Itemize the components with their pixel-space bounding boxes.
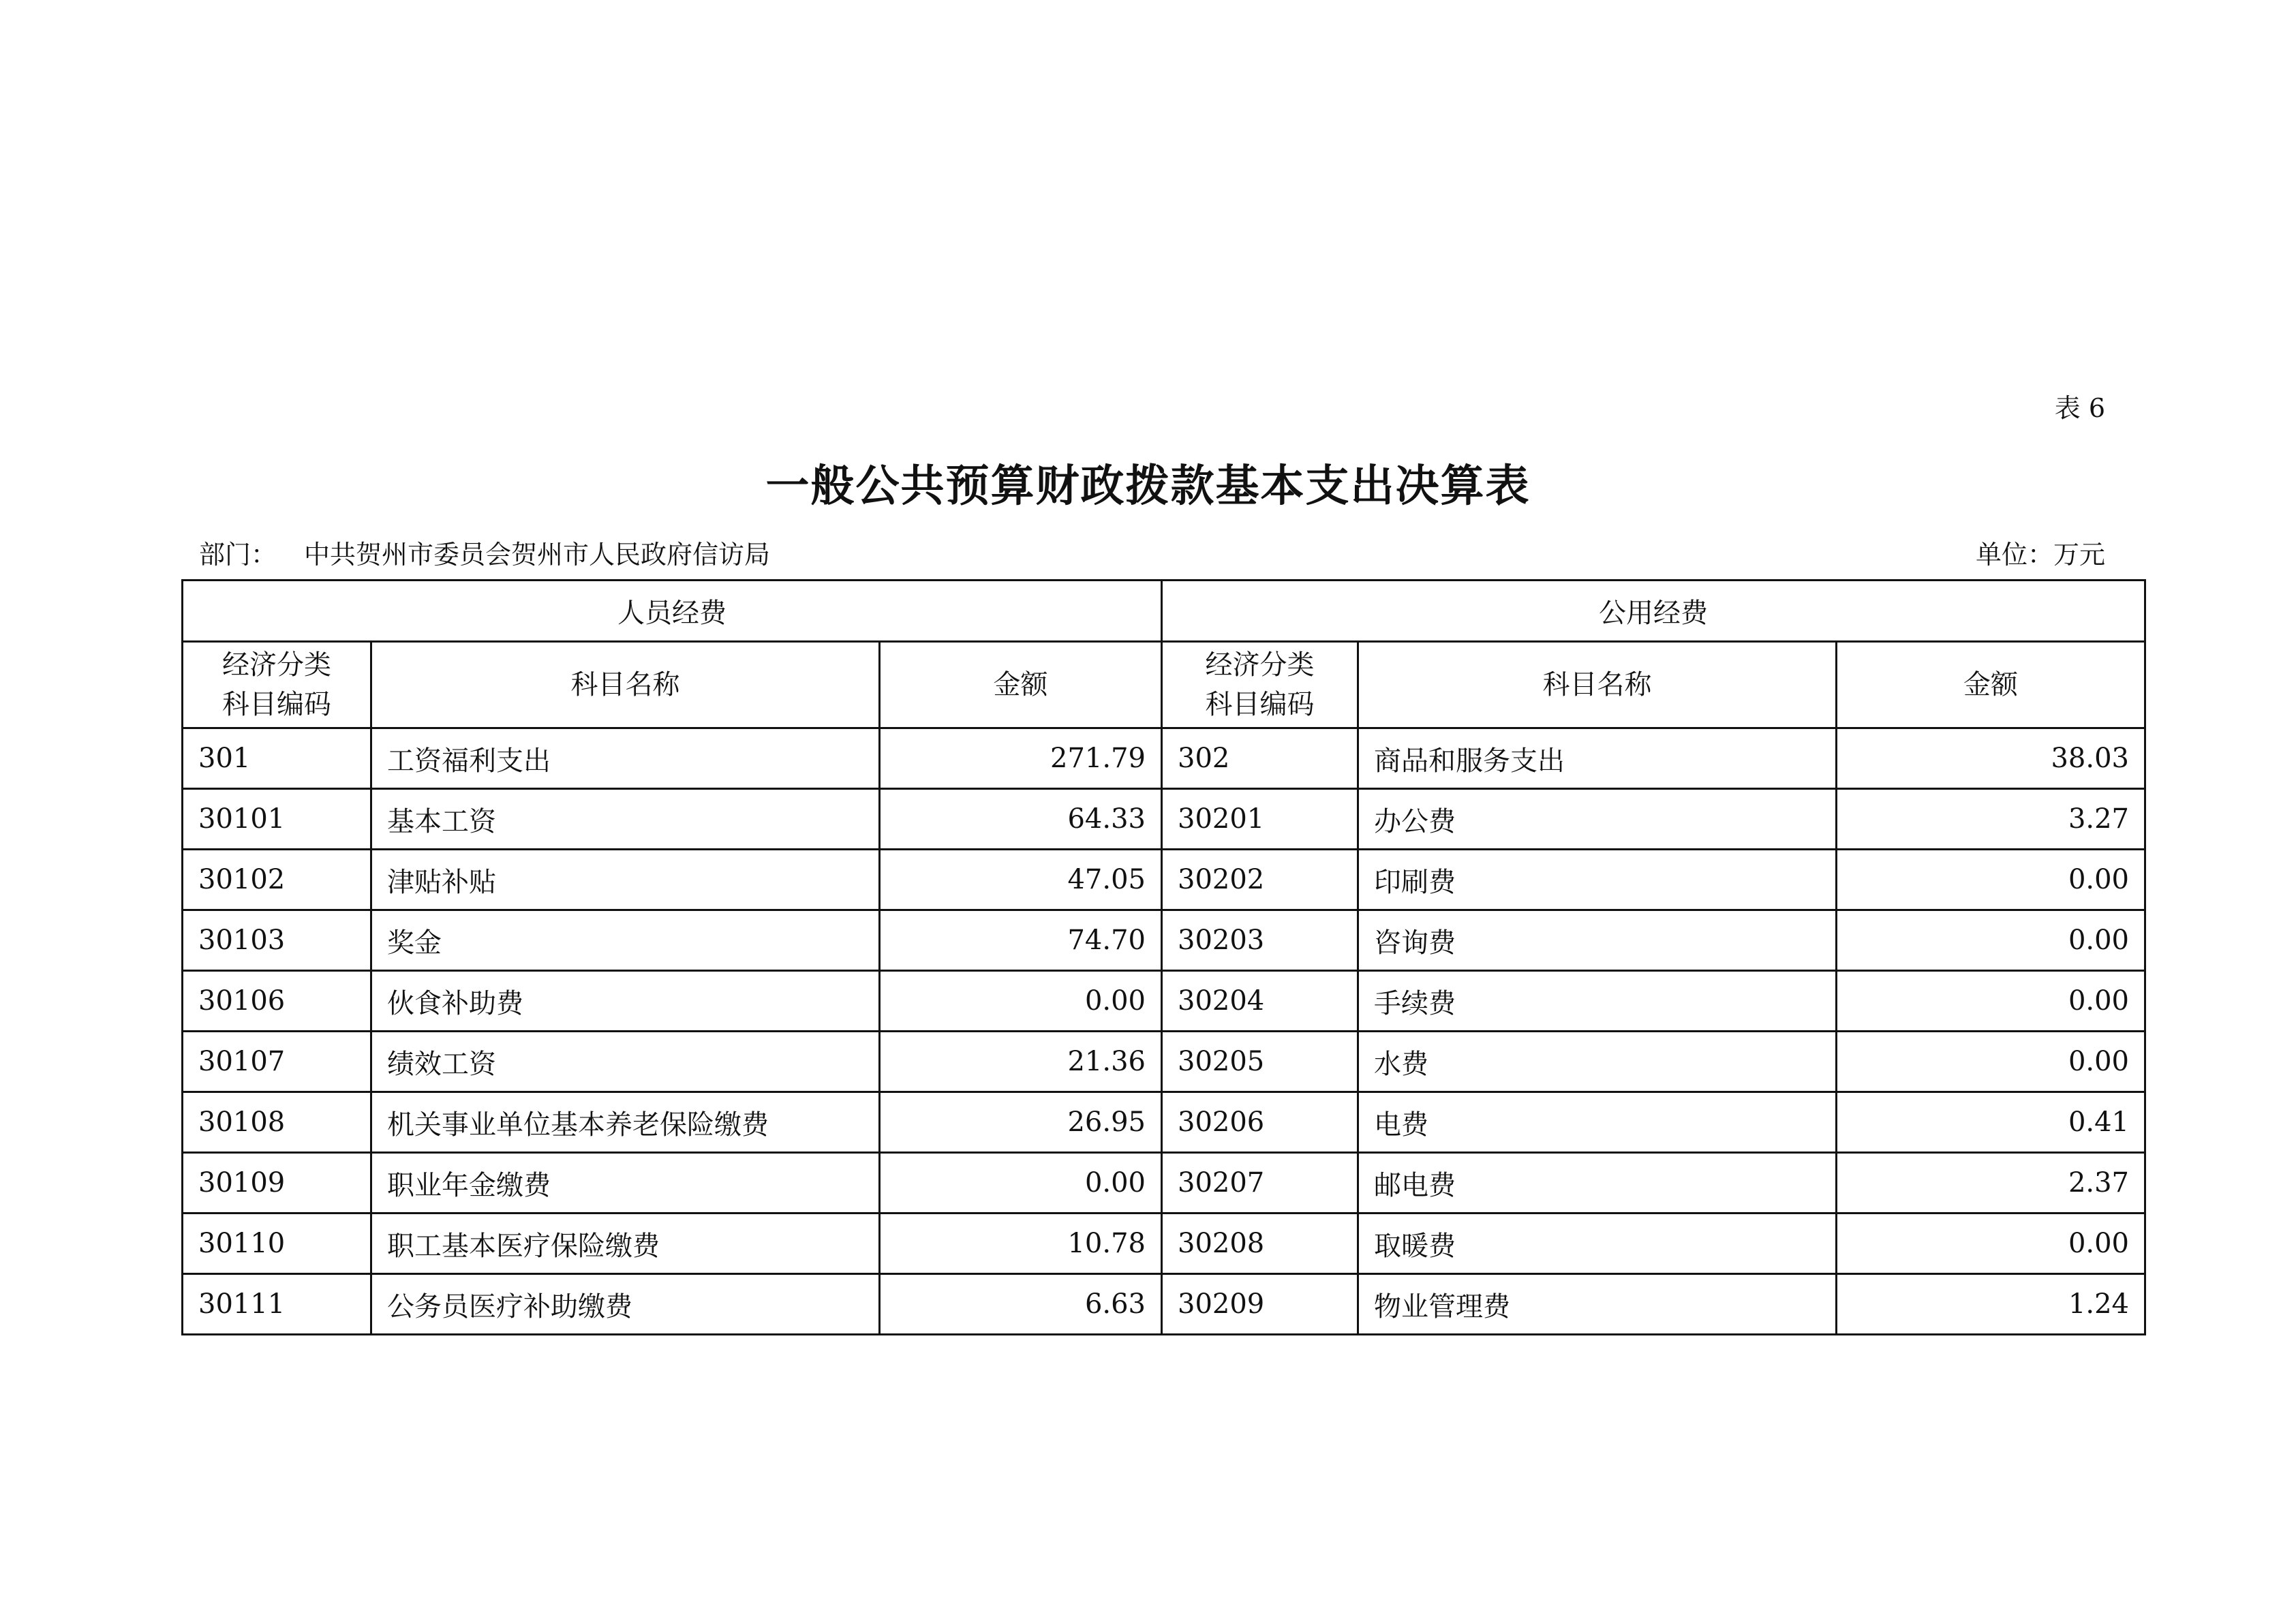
personnel-code-cell: 30110 <box>183 1214 371 1274</box>
column-header-row <box>183 642 2145 728</box>
public-name-cell: 商品和服务支出 <box>1358 728 1837 789</box>
public-name-cell: 水费 <box>1358 1032 1837 1092</box>
budget-table <box>181 579 2146 1335</box>
public-code-cell: 30207 <box>1162 1153 1358 1214</box>
personnel-code-cell: 301 <box>183 728 371 789</box>
public-name-cell: 咨询费 <box>1358 910 1837 971</box>
public-name-cell: 物业管理费 <box>1358 1274 1837 1335</box>
personnel-amount-cell: 6.63 <box>880 1274 1162 1335</box>
public-amount-cell: 1.24 <box>1837 1274 2145 1335</box>
header-public-name: 科目名称 <box>1358 642 1837 728</box>
personnel-amount-cell: 0.00 <box>880 971 1162 1032</box>
personnel-name-cell: 伙食补助费 <box>371 971 880 1032</box>
personnel-amount-cell: 74.70 <box>880 910 1162 971</box>
public-name-cell: 邮电费 <box>1358 1153 1837 1214</box>
public-amount-cell: 0.00 <box>1837 1032 2145 1092</box>
public-code-cell: 30204 <box>1162 971 1358 1032</box>
header-public-amount: 金额 <box>1837 642 2145 728</box>
personnel-code-cell: 30102 <box>183 850 371 910</box>
table-row <box>183 850 2145 910</box>
personnel-code-cell: 30109 <box>183 1153 371 1214</box>
department-label: 部门： <box>199 540 277 570</box>
public-code-cell: 30202 <box>1162 850 1358 910</box>
personnel-name-cell: 绩效工资 <box>371 1032 880 1092</box>
public-code-cell: 30203 <box>1162 910 1358 971</box>
personnel-code-cell: 30103 <box>183 910 371 971</box>
personnel-amount-cell: 271.79 <box>880 728 1162 789</box>
table-body <box>183 728 2145 1335</box>
header-personnel-code <box>183 642 371 728</box>
personnel-amount-cell: 26.95 <box>880 1092 1162 1153</box>
department-line <box>199 534 770 571</box>
table-row <box>183 910 2145 971</box>
personnel-name-cell: 职业年金缴费 <box>371 1153 880 1214</box>
public-amount-cell: 0.00 <box>1837 910 2145 971</box>
public-amount-cell: 3.27 <box>1837 789 2145 850</box>
header-code-line1: 经济分类 <box>222 649 331 681</box>
public-amount-cell: 2.37 <box>1837 1153 2145 1214</box>
personnel-amount-cell: 47.05 <box>880 850 1162 910</box>
header-code-line2: 科目编码 <box>222 689 331 720</box>
table-number: 表 6 <box>2054 393 2105 423</box>
page-title: 一般公共预算财政拨款基本支出决算表 <box>765 461 1531 512</box>
group-header-personnel: 人员经费 <box>183 581 1162 642</box>
table-row <box>183 1274 2145 1335</box>
personnel-amount-cell: 10.78 <box>880 1214 1162 1274</box>
header-personnel-amount: 金额 <box>880 642 1162 728</box>
personnel-code-cell: 30106 <box>183 971 371 1032</box>
personnel-name-cell: 公务员医疗补助缴费 <box>371 1274 880 1335</box>
group-header-public: 公用经费 <box>1162 581 2145 642</box>
personnel-code-cell: 30101 <box>183 789 371 850</box>
personnel-name-cell: 津贴补贴 <box>371 850 880 910</box>
public-name-cell: 手续费 <box>1358 971 1837 1032</box>
table-row <box>183 1153 2145 1214</box>
public-amount-cell: 0.41 <box>1837 1092 2145 1153</box>
public-amount-cell: 0.00 <box>1837 850 2145 910</box>
personnel-name-cell: 工资福利支出 <box>371 728 880 789</box>
group-header-row <box>183 581 2145 642</box>
public-name-cell: 办公费 <box>1358 789 1837 850</box>
table-row <box>183 728 2145 789</box>
table-row <box>183 1214 2145 1274</box>
header-public-code <box>1162 642 1358 728</box>
personnel-name-cell: 机关事业单位基本养老保险缴费 <box>371 1092 880 1153</box>
personnel-amount-cell: 0.00 <box>880 1153 1162 1214</box>
public-code-cell: 30206 <box>1162 1092 1358 1153</box>
personnel-code-cell: 30108 <box>183 1092 371 1153</box>
public-code-cell: 302 <box>1162 728 1358 789</box>
public-name-cell: 取暖费 <box>1358 1214 1837 1274</box>
table-row <box>183 971 2145 1032</box>
public-amount-cell: 38.03 <box>1837 728 2145 789</box>
table-row <box>183 1092 2145 1153</box>
header-code-line2: 科目编码 <box>1205 689 1315 720</box>
personnel-name-cell: 职工基本医疗保险缴费 <box>371 1214 880 1274</box>
personnel-amount-cell: 21.36 <box>880 1032 1162 1092</box>
unit-label: 单位：万元 <box>1975 540 2105 570</box>
public-name-cell: 印刷费 <box>1358 850 1837 910</box>
header-code-line1: 经济分类 <box>1205 649 1315 681</box>
personnel-code-cell: 30111 <box>183 1274 371 1335</box>
personnel-name-cell: 基本工资 <box>371 789 880 850</box>
personnel-code-cell: 30107 <box>183 1032 371 1092</box>
header-personnel-name: 科目名称 <box>371 642 880 728</box>
personnel-amount-cell: 64.33 <box>880 789 1162 850</box>
public-code-cell: 30208 <box>1162 1214 1358 1274</box>
public-code-cell: 30201 <box>1162 789 1358 850</box>
table-row <box>183 1032 2145 1092</box>
public-amount-cell: 0.00 <box>1837 1214 2145 1274</box>
public-code-cell: 30205 <box>1162 1032 1358 1092</box>
department-name: 中共贺州市委员会贺州市人民政府信访局 <box>304 540 771 570</box>
public-code-cell: 30209 <box>1162 1274 1358 1335</box>
public-amount-cell: 0.00 <box>1837 971 2145 1032</box>
public-name-cell: 电费 <box>1358 1092 1837 1153</box>
personnel-name-cell: 奖金 <box>371 910 880 971</box>
table-row <box>183 789 2145 850</box>
